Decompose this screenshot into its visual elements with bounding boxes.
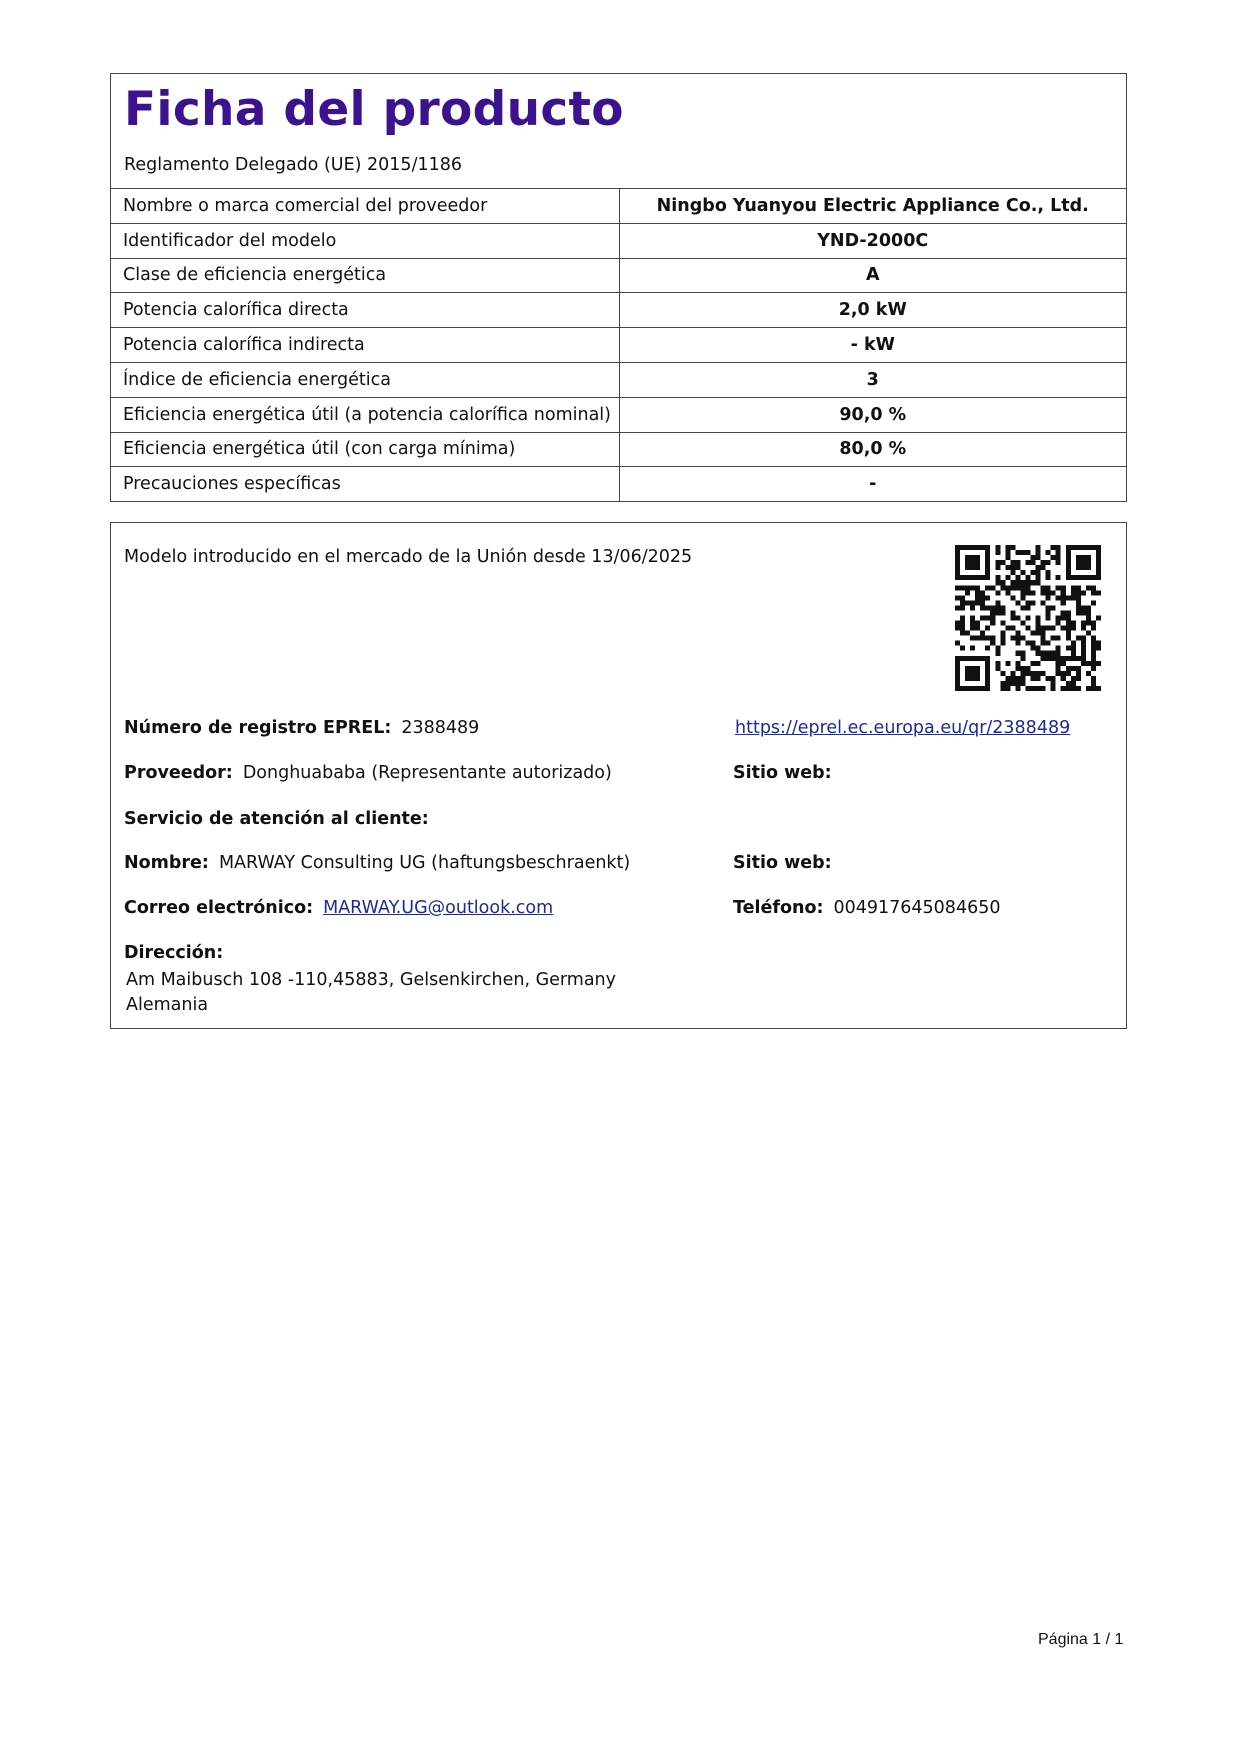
row-value: 80,0 % [619,432,1126,467]
table-row [111,328,1126,363]
address-line-2: Alemania [126,995,209,1015]
email-row [124,898,553,918]
table-row [111,293,1126,328]
table-row [111,432,1126,467]
eprel-link[interactable]: https://eprel.ec.europa.eu/qr/2388489 [735,718,1071,738]
table-row [111,362,1126,397]
row-label: Potencia calorífica indirecta [111,328,619,363]
row-label: Precauciones específicas [111,467,619,501]
supplier-label: Proveedor: [124,763,233,783]
supplier-row [124,763,612,783]
row-label: Identificador del modelo [111,223,619,258]
row-label: Potencia calorífica directa [111,293,619,328]
row-value: A [619,258,1126,293]
row-label: Nombre o marca comercial del proveedor [111,189,619,224]
eprel-link-wrap [735,718,1070,738]
table-row [111,189,1126,224]
page-number: Página 1 / 1 [1038,1631,1124,1648]
contact-name-row [124,853,630,873]
phone-label: Teléfono: [733,898,824,918]
regulation-subtitle: Reglamento Delegado (UE) 2015/1186 [124,155,463,175]
supplier-value: Donghuababa (Representante autorizado) [242,763,612,783]
address-line-1: Am Maibusch 108 -110,45883, Gelsenkirchen, Germany [126,970,616,990]
email-label: Correo electrónico: [124,898,314,918]
row-value: Ningbo Yuanyou Electric Appliance Co., Ltd. [619,189,1126,224]
contact-name-label: Nombre: [124,853,209,873]
row-value: 3 [619,362,1126,397]
product-table [111,188,1126,501]
table-row [111,223,1126,258]
row-value: YND-2000C [619,223,1126,258]
eprel-label: Número de registro EPREL: [124,718,392,738]
row-label: Eficiencia energética útil (con carga mínima) [111,432,619,467]
row-label: Índice de eficiencia energética [111,362,619,397]
table-row [111,397,1126,432]
supplier-website-label: Sitio web: [733,763,832,783]
qr-code-icon[interactable] [955,545,1101,691]
row-value: - kW [619,328,1126,363]
page-title: Ficha del producto [124,82,624,137]
table-row [111,467,1126,501]
row-value: 90,0 % [619,397,1126,432]
row-value: 2,0 kW [619,293,1126,328]
contact-name-value: MARWAY Consulting UG (haftungsbeschraenkt) [218,853,631,873]
row-value: - [619,467,1126,501]
address-label: Dirección: [124,943,224,963]
info-panel [110,522,1127,1029]
table-row [111,258,1126,293]
eprel-row [124,718,479,738]
customer-service-heading: Servicio de atención al cliente: [124,809,429,829]
email-link[interactable]: MARWAY.UG@outlook.com [323,898,554,918]
market-date-text: Modelo introducido en el mercado de la Unión desde 13/06/2025 [124,547,693,567]
product-sheet [110,73,1127,502]
phone-value: 004917645084650 [833,898,1001,918]
eprel-number: 2388489 [401,718,480,738]
row-label: Clase de eficiencia energética [111,258,619,293]
contact-website-label: Sitio web: [733,853,832,873]
row-label: Eficiencia energética útil (a potencia calorífica nominal) [111,397,619,432]
phone-row [733,898,1000,918]
